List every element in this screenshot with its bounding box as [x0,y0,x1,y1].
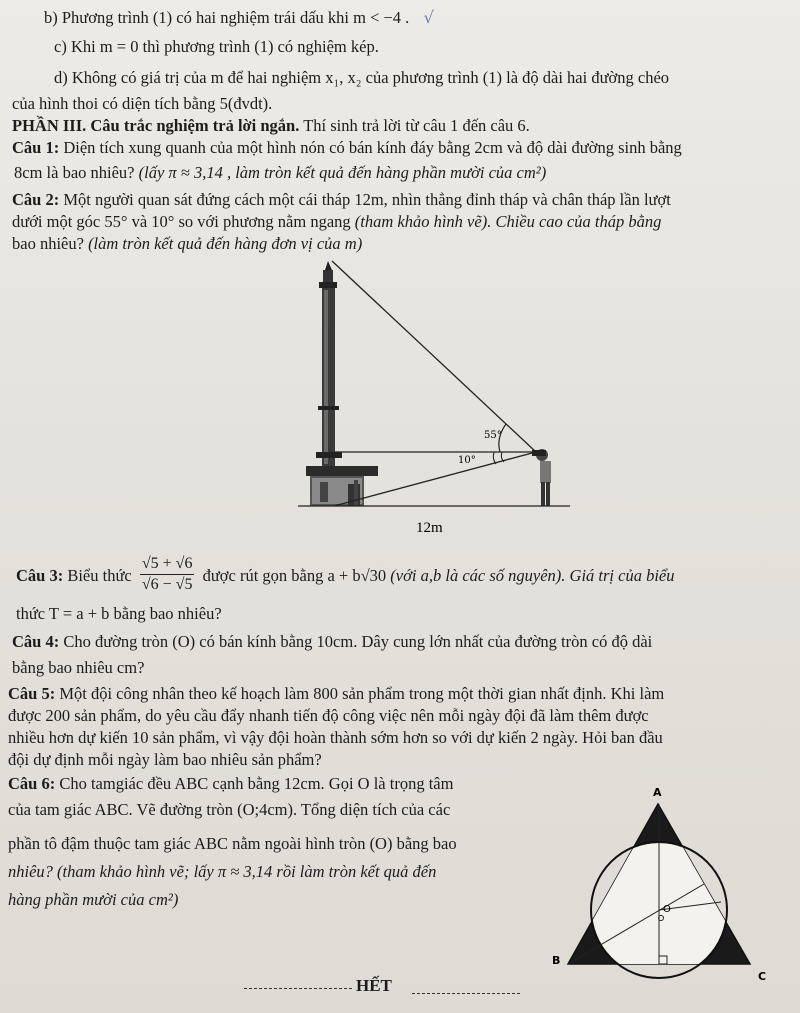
tower-figure [288,256,578,542]
q4-label: Câu 4: [12,632,60,651]
end-rule-right [412,993,520,994]
angle-55-label: 55° [484,430,502,441]
tower-icon [306,261,378,506]
q1-label: Câu 1: [12,138,60,157]
q2-line3: bao nhiêu? (làm tròn kết quả đến hàng đơn vị của m) [12,234,363,253]
partII-d-line2: của hình thoi có diện tích bằng 5(đvdt). [12,94,273,113]
partIII-heading: PHẦN III. Câu trắc nghiệm trả lời ngắn. [12,116,300,135]
q5-line2: được 200 sản phẩm, do yêu cầu đẩy nhanh tiến độ công việc nên mỗi ngày đội đã làm thêm được [8,706,649,725]
partIII-heading-line [12,116,530,136]
distance-label: 12m [416,520,443,536]
q5-line3: nhiều hơn dự kiến 10 sản phẩm, vì vậy đội hoàn thành sớm hơn so với dự kiến 2 ngày. Hỏi ban đầu [8,728,663,747]
q5-line4: đội dự định mỗi ngày làm bao nhiêu sản phẩm? [8,750,322,769]
q6-line3: phần tô đậm thuộc tam giác ABC nằm ngoài hình tròn (O) bằng bao [8,834,457,853]
vertex-a-label: A [653,786,662,799]
end-marker: HẾT [356,976,392,995]
q5-line1: Câu 5: Một đội công nhân theo kế hoạch làm 800 sản phẩm trong một thời gian nhất định. Khi làm [8,684,665,703]
angle-10-label: 10° [458,455,476,466]
partII-d-line1: d) Không có giá trị của m để hai nghiệm x₁, x₂ của phương trình (1) là độ dài hai đường chéo [54,68,670,87]
observer-icon [532,449,551,506]
center-o-label: O [663,904,671,915]
q1-line2: 8cm là bao nhiêu? (lấy π ≈ 3,14 , làm tròn kết quả đến hàng phần mười của cm²) [14,163,547,182]
q6-label: Câu 6: [8,774,56,793]
end-rule-left [244,988,352,989]
check-mark-icon: √ [423,8,434,27]
partII-c: c) Khi m = 0 thì phương trình (1) có nghiệm kép. [54,37,379,56]
q6-line5: hàng phần mười của cm²) [8,890,179,909]
q2-line2: dưới một góc 55° và 10° so với phương nằm ngang (tham khảo hình vẽ). Chiều cao của tháp bằng [12,212,662,231]
partII-b: b) Phương trình (1) có hai nghiệm trái dấu khi m < −4 . √ [44,8,434,27]
q4-line1: Câu 4: Cho đường tròn (O) có bán kính bằng 10cm. Dây cung lớn nhất của đường tròn có độ dài [12,632,653,651]
triangle-circle-figure [546,782,776,988]
q3-label: Câu 3: [16,566,64,586]
q3-fraction: $\frac{√5 + √6}{√6 - √5}$ [141,555,193,593]
q2-line1: Câu 2: Một người quan sát đứng cách một cái tháp 12m, nhìn thẳng đỉnh tháp và chân tháp lần lượt [12,190,671,209]
q2-label: Câu 2: [12,190,60,209]
vertex-c-label: C [758,970,767,983]
q5-label: Câu 5: [8,684,56,703]
q1-line1: Câu 1: Diện tích xung quanh của một hình nón có bán kính đáy bằng 2cm và độ dài đường sinh bằng [12,138,682,157]
q6-line2: của tam giác ABC. Vẽ đường tròn (O;4cm). Tổng diện tích của các [8,800,451,819]
q6-line4: nhiêu? (tham khảo hình vẽ; lấy π ≈ 3,14 rồi làm tròn kết quả đến [8,862,437,881]
q4-line2: bằng bao nhiêu cm? [12,658,145,677]
q3-line2: thức T = a + b bằng bao nhiêu? [16,604,222,623]
vertex-b-label: B [552,954,561,967]
q3-line1: Câu 3: Biểu thức $\frac{√5 + √6}{√6 - √5}$ được rút gọn bằng a + b√30 (với a,b là các số nguyên). Giá trị của biểu [16,555,675,593]
partIII-instruction: Thí sinh trả lời từ câu 1 đến câu 6. [303,116,530,135]
q6-line1: Câu 6: Cho tamgiác đều ABC cạnh bằng 12cm. Gọi O là trọng tâm [8,774,454,793]
